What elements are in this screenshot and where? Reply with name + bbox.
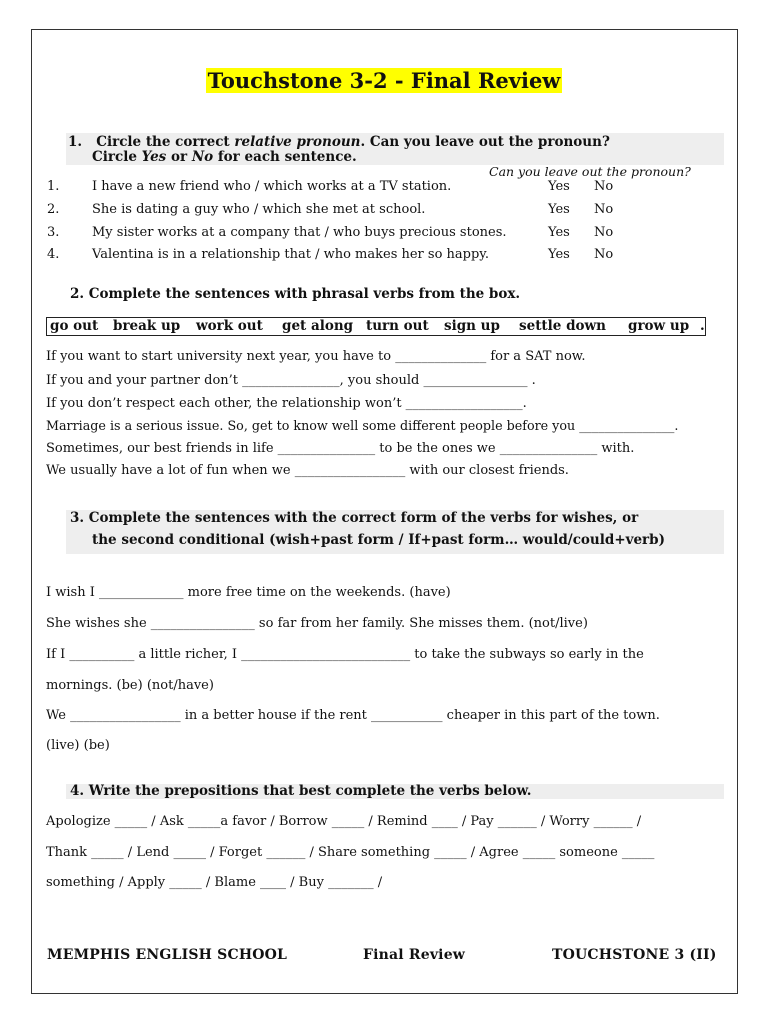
section4-line: Apologize _____ / Ask _____a favor / Borrow _____ / Remind ____ / Pay ______ / Worry ______ / [46, 814, 642, 829]
section3-heading-line2: the second conditional (wish+past form / If+past form… would/could+verb) [92, 532, 665, 548]
section1-heading-line1: 1. Circle the correct relative pronoun. Can you leave out the pronoun? [68, 134, 610, 150]
section1-heading-line2: Circle Yes or No for each sentence. [92, 149, 357, 165]
section2-line: If you don’t respect each other, the relationship won’t __________________. [46, 396, 527, 411]
item-sentence: Valentina is in a relationship that / who makes her so happy. [92, 247, 490, 262]
section3-line: If I __________ a little richer, I __________________________ to take the subways so early in the [46, 647, 644, 662]
box-word: sign up [444, 318, 500, 334]
section4-heading: 4. Write the prepositions that best complete the verbs below. [70, 783, 532, 799]
box-word: break up [113, 318, 181, 334]
item-number: 4. [47, 247, 60, 262]
box-word: settle down [519, 318, 606, 334]
section2-heading: 2. Complete the sentences with phrasal verbs from the box. [70, 286, 521, 302]
section3-line: I wish I _____________ more free time on the weekends. (have) [46, 585, 451, 600]
item-number: 3. [47, 225, 60, 240]
box-word: get along [282, 318, 354, 334]
footer-school: MEMPHIS ENGLISH SCHOOL [47, 947, 288, 963]
section2-line: If you want to start university next year, you have to ______________ for a SAT now. [46, 349, 586, 364]
section4-line: something / Apply _____ / Blame ____ / Buy _______ / [46, 875, 383, 890]
yes-option: Yes [548, 179, 570, 194]
footer-course: TOUCHSTONE 3 (II) [552, 947, 717, 963]
box-end: . [700, 318, 705, 334]
yes-option: Yes [548, 247, 570, 262]
item-sentence: I have a new friend who / which works at a TV station. [92, 179, 452, 194]
item-number: 2. [47, 202, 60, 217]
column-question: Can you leave out the pronoun? [489, 164, 691, 179]
section2-line: Sometimes, our best friends in life _______________ to be the ones we _______________ with. [46, 441, 635, 456]
yes-option: Yes [548, 202, 570, 217]
yes-option: Yes [548, 225, 570, 240]
no-option: No [594, 202, 614, 217]
section2-line: If you and your partner don’t _______________, you should ________________ . [46, 373, 536, 388]
box-word: work out [196, 318, 263, 334]
section3-line: We _________________ in a better house if the rent ___________ cheaper in this part of the town. [46, 708, 660, 723]
item-sentence: My sister works at a company that / who buys precious stones. [92, 225, 507, 240]
box-word: go out [50, 318, 99, 334]
no-option: No [594, 179, 614, 194]
section3-line: (live) (be) [46, 738, 110, 753]
phrasal-verb-box [46, 317, 706, 336]
box-word: grow up [628, 318, 690, 334]
section2-line: We usually have a lot of fun when we _________________ with our closest friends. [46, 463, 569, 478]
section3-heading-line1: 3. Complete the sentences with the correct form of the verbs for wishes, or [70, 510, 639, 526]
item-sentence: She is dating a guy who / which she met at school. [92, 202, 426, 217]
section3-line: mornings. (be) (not/have) [46, 678, 214, 693]
no-option: No [594, 225, 614, 240]
item-number: 1. [47, 179, 60, 194]
section2-line: Marriage is a serious issue. So, get to know well some different people before you _______________. [46, 418, 679, 433]
section3-line: She wishes she ________________ so far from her family. She misses them. (not/live) [46, 616, 588, 631]
section4-line: Thank _____ / Lend _____ / Forget ______ / Share something _____ / Agree _____ someone _____ [46, 845, 655, 860]
no-option: No [594, 247, 614, 262]
page-title [0, 68, 768, 93]
box-word: turn out [366, 318, 429, 334]
footer-title: Final Review [363, 947, 466, 963]
title-text: Touchstone 3-2 - Final Review [207, 68, 561, 93]
